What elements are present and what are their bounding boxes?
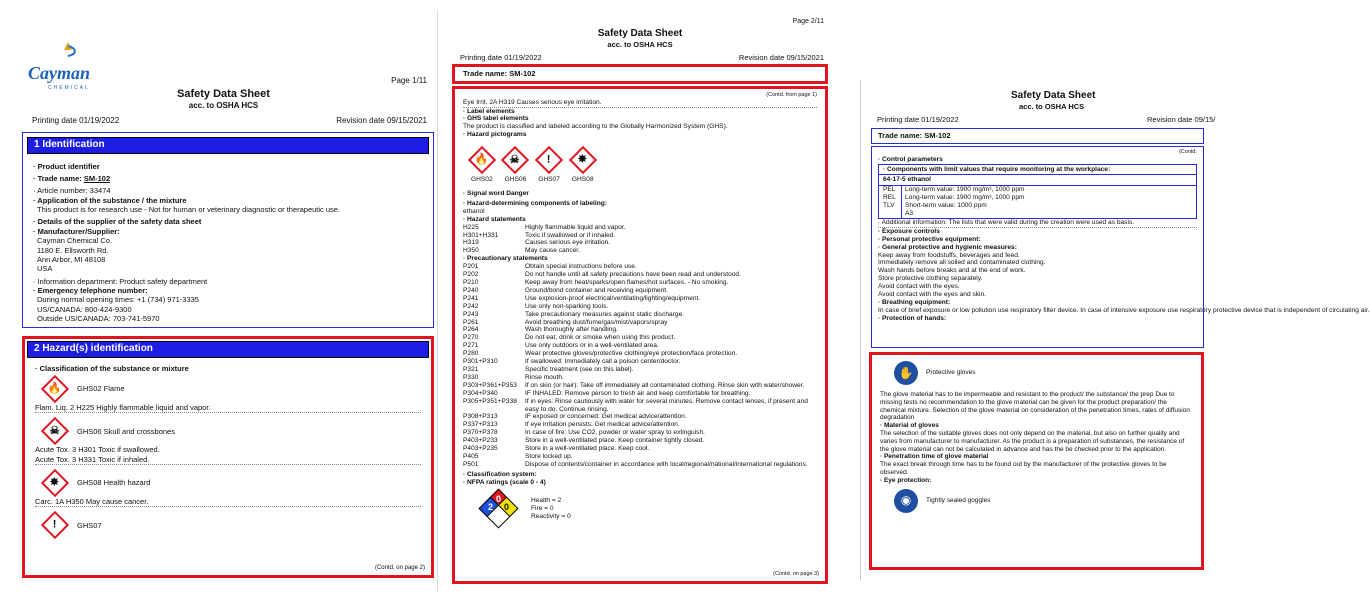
trade-name-value: SM-102	[83, 173, 111, 183]
list-item: H225 Highly flammable liquid and vapor.	[463, 223, 626, 231]
pictogram-row: 🔥 GHS02 ☠ GHS06 ! GHS07 ✸ GHS08	[471, 147, 817, 184]
printing-date: Printing date 01/19/2022	[877, 115, 959, 124]
continued-note: (Contd. on page 3)	[773, 571, 819, 578]
list-item: P243 Take precautionary measures against static discharge.	[463, 310, 685, 318]
list-item: P241 Use explosion-proof electrical/ventilating/lighting/equipment.	[463, 294, 701, 302]
continued-note: (Contd. on page 2)	[374, 564, 425, 571]
general-measures-label: · General protective and hygienic measures:	[878, 243, 1017, 251]
list-item: P271 Use only outdoors or in a well-ventilated area.	[463, 342, 659, 350]
list-item: P403+P233 Store in a well-ventilated place. Keep container tightly closed.	[463, 437, 705, 445]
page-2-body	[452, 86, 828, 584]
list-item: P242 Use only non-sparking tools.	[463, 302, 609, 310]
list-item: P240 Ground/bond container and receiving equipment.	[463, 286, 668, 294]
gloves-label: Protective gloves	[926, 369, 976, 377]
application-text: This product is for research use - Not for human or veterinary diagnostic or therapeutic use.	[37, 205, 341, 214]
list-item: P270 Do not eat, drink or smoke when using this product.	[463, 334, 676, 342]
list-item: P370+P378 In case of fire: Use CO2, powder or water spray to extinguish.	[463, 429, 705, 437]
table-row: REL Long-term value: 1900 mg/m³, 1000 ppm	[883, 194, 1025, 202]
sds-page-1	[10, 10, 438, 592]
gloves-row	[894, 361, 1193, 385]
manufacturer-label: · Manufacturer/Supplier:	[33, 226, 120, 236]
ghs08-classification: Carc. 1A H350 May cause cancer.	[35, 497, 421, 507]
glove-text: The glove material has to be impermeable and resistant to the product/ the substance/ the prep Due to missing tests no recommendation to the glove material can be given for the product preparation/ the chemical mixture. Selection of the glove material on consideration of the penetration times, rates of diffusion degradation	[880, 391, 1190, 422]
breathing-label: · Breathing equipment:	[878, 299, 951, 306]
list-item: P337+P313 If eye irritation persists: Get medical advice/attention.	[463, 421, 680, 429]
information-department: · Information department: Product safety department	[33, 276, 208, 286]
list-item: P303+P361+P353 If on skin (or hair): Take off immediately all contaminated clothing. Rinse skin with water/shower.	[463, 381, 805, 389]
revision-date: Revision date 09/15/2021	[336, 116, 427, 125]
exclamation-icon: !	[535, 146, 563, 174]
page-number: Page 1/11	[391, 76, 427, 85]
logo-subtext: CHEMICAL	[48, 84, 90, 91]
ghs06-classification-2: Acute Tox. 3 H331 Toxic if inhaled.	[35, 455, 421, 465]
article-number: · Article number: 33474	[33, 186, 111, 196]
list-item: P405 Store locked up.	[463, 452, 573, 460]
section-1-heading: 1 Identification	[27, 137, 429, 154]
logo-text: Cayman	[28, 63, 91, 84]
hazard-components-label: · Hazard-determining components of labeling:	[463, 199, 607, 207]
ghs08-row: ✸ GHS08 Health hazard	[45, 473, 421, 493]
health-hazard-icon: ✸	[41, 469, 69, 497]
penetration-text: The exact break through time has to be found out by the manufacturer of the protective gloves to be observed.	[880, 461, 1167, 476]
ppe-label: · Personal protective equipment:	[878, 235, 981, 243]
component-name: 64-17-5 ethanol	[879, 175, 1196, 186]
nfpa-health: 2	[488, 501, 494, 512]
product-identifier-label: · Product identifier	[33, 161, 100, 171]
list-item: H350 May cause cancer.	[463, 247, 580, 255]
hazard-statements-label: · Hazard statements	[463, 215, 526, 223]
list-item: H319 Causes serious eye irritation.	[463, 239, 611, 247]
hands-label: · Protection of hands:	[878, 314, 947, 322]
printing-date: Printing date 01/19/2022	[460, 53, 542, 62]
nfpa-fire: 0	[496, 493, 502, 504]
ghs06-row: ☠ GHS06 Skull and crossbones	[45, 421, 421, 441]
eye-protection-label: · Eye protection:	[880, 476, 932, 484]
components-label: · Components with limit values that require monitoring at the workplace:	[878, 164, 1197, 176]
page-number: Page 2/11	[792, 18, 824, 25]
continued-from: (Contd. from page 1)	[766, 92, 817, 98]
general-measures-list: Keep away from foodstuffs, beverages and feed. Immediately remove all soiled and contaminated clothing. Wash hands before breaks and at the end of work. Store protective clothing separately. Avoid contact with the eyes. Avoid contact with the eyes and skin.	[878, 251, 1046, 299]
ghs07-row: ! GHS07	[45, 515, 421, 535]
ghs-label-elements: · GHS label elements	[463, 115, 529, 123]
sds-page-2	[446, 10, 834, 592]
list-item: P403+P235 Store in a well-ventilated place. Keep cool.	[463, 445, 650, 453]
health-hazard-icon: ✸	[569, 146, 597, 174]
list-item: P210 Keep away from heat/sparks/open flames/hot surfaces. - No smoking.	[463, 279, 729, 286]
application-label: · Application of the substance / the mixture	[33, 195, 187, 205]
classification-label: · Classification of the substance or mixture	[35, 363, 189, 373]
flame-icon: 🔥	[41, 375, 69, 403]
cayman-logo	[28, 40, 108, 91]
exclamation-icon: !	[41, 511, 69, 539]
goggles-row	[894, 489, 1193, 513]
list-item: P330 Rinse mouth.	[463, 373, 564, 381]
goggles-label: Tightly sealed goggles	[926, 496, 991, 504]
list-item: P501 Dispose of contents/container in accordance with local/regional/national/international regulations.	[463, 460, 808, 468]
ghs02-row: 🔥 GHS02 Flame	[45, 379, 421, 399]
pictograms-label: · Hazard pictograms	[463, 131, 527, 139]
emergency-lines: During normal opening times: +1 (734) 971-3335 US/CANADA: 800-424-9300 Outside US/CANADA: 703-741-5970	[37, 295, 199, 324]
skull-crossbones-icon: ☠	[501, 146, 529, 174]
continued-from: (Contd.	[1178, 149, 1197, 155]
nfpa-diamond-icon	[481, 491, 517, 527]
page-3-gloves-box	[869, 352, 1204, 570]
breathing-text: In case of brief exposure or low pollution use respiratory filter device. In case of intensive exposure use respiratory protective device that is independent of circulating air.	[878, 306, 1370, 314]
section-2-heading: 2 Hazard(s) identification	[27, 341, 429, 358]
precautionary-label: · Precautionary statements	[463, 255, 548, 263]
page-title: Safety Data Sheet	[597, 28, 683, 39]
table-row: PEL Long-term value: 1900 mg/m³, 1000 ppm	[883, 186, 1025, 194]
printing-date: Printing date 01/19/2022	[32, 116, 120, 125]
table-row: TLV Short-term value: 1000 ppm	[883, 202, 987, 210]
list-item: P202 Do not handle until all safety precautions have been read and understood.	[463, 271, 741, 279]
list-item: P264 Wash thoroughly after handling.	[463, 326, 618, 334]
additional-information: · Additional information: The lists that were valid during the creation were used as basis.	[878, 219, 1197, 228]
list-item: P301+P310 If swallowed: Immediately call a poison center/doctor.	[463, 358, 681, 366]
table-row: A3	[879, 210, 1196, 218]
nfpa-label: · NFPA ratings (scale 0 - 4)	[463, 478, 546, 486]
trade-name-line: · Trade name: SM-102	[33, 173, 111, 183]
ghs06-classification-1: Acute Tox. 3 H301 Toxic if swallowed.	[35, 445, 160, 455]
page-subtitle: acc. to OSHA HCS	[188, 101, 259, 110]
precautionary-list	[463, 263, 817, 469]
label-elements: · Label elements	[463, 107, 515, 115]
page-title: Safety Data Sheet	[1011, 90, 1096, 101]
material-text: The selection of the suitable gloves does not only depend on the material, but also on further quality and varies from manufacturer to manufacturer. As the product is a preparation of substances, the resistance of the glove material can not be calculated in advance and has the be checked prior to the application.	[880, 429, 1185, 453]
ghs02-classification: Flam. Liq. 2 H225 Highly flammable liquid and vapor.	[35, 403, 421, 413]
list-item: P308+P313 IF exposed or concerned: Get medical advice/attention.	[463, 413, 687, 421]
hazard-components: ethanol	[463, 207, 485, 215]
list-item: P261 Avoid breathing dust/fume/gas/mist/vapors/spray	[463, 318, 668, 326]
eye-irritation: Eye Irrit. 2A H319 Causes serious eye irritation.	[463, 99, 817, 108]
list-item: P280 Wear protective gloves/protective clothing/eye protection/face protection.	[463, 350, 738, 358]
list-item: P201 Obtain special instructions before use.	[463, 263, 637, 271]
classification-system: · Classification system:	[463, 470, 537, 478]
list-item: P305+P351+P338 If in eyes: Rinse cautiously with water for several minutes. Remove contact lenses, if present and easy to do. Continue rinsing.	[463, 397, 808, 413]
section-1-box	[22, 132, 434, 328]
goggles-icon: ◉	[894, 489, 918, 513]
hazard-statements-list	[463, 224, 817, 256]
skull-crossbones-icon: ☠	[41, 417, 69, 445]
revision-date: Revision date 09/15/2021	[738, 53, 824, 62]
emergency-label: · Emergency telephone number:	[33, 286, 148, 295]
material-label: · Material of gloves	[880, 422, 939, 430]
nfpa-block: 0 2 0 Health = 2 Fire = 0 Reactivity = 0	[481, 491, 817, 527]
page-3-upper-box	[871, 146, 1370, 348]
page-subtitle: acc. to OSHA HCS	[1019, 102, 1085, 111]
page-subtitle: acc. to OSHA HCS	[607, 40, 673, 49]
penetration-label: · Penetration time of glove material	[880, 453, 989, 461]
flame-icon: 🔥	[468, 146, 496, 174]
page-title: Safety Data Sheet	[177, 88, 270, 100]
supplier-label: · Details of the supplier of the safety data sheet	[33, 217, 202, 227]
revision-date: Revision date 09/15/	[1147, 115, 1216, 124]
sds-page-3	[860, 80, 1370, 580]
list-item: P321 Specific treatment (see on this label).	[463, 365, 634, 373]
ghs-text: The product is classified and labeled according to the Globally Harmonized System (GHS).	[463, 123, 728, 131]
list-item: H301+H331 Toxic if swallowed or if inhaled.	[463, 231, 616, 239]
trade-name-box: Trade name: SM-102	[871, 128, 1204, 144]
exposure-controls: · Exposure controls	[878, 227, 940, 235]
control-parameters: · Control parameters	[878, 155, 943, 163]
address-block: Cayman Chemical Co. 1180 E. Ellsworth Rd. Ann Arbor, MI 48108 USA	[37, 236, 113, 274]
section-2-box	[22, 336, 434, 578]
list-item: P304+P340 IF INHALED: Remove person to fresh air and keep comfortable for breathing.	[463, 389, 751, 397]
signal-word: · Signal word Danger	[463, 190, 529, 198]
nfpa-reactivity: 0	[504, 501, 510, 512]
trade-name-box: Trade name: SM-102	[452, 64, 828, 84]
limits-table	[878, 175, 1197, 219]
gloves-icon: ✋	[894, 361, 918, 385]
